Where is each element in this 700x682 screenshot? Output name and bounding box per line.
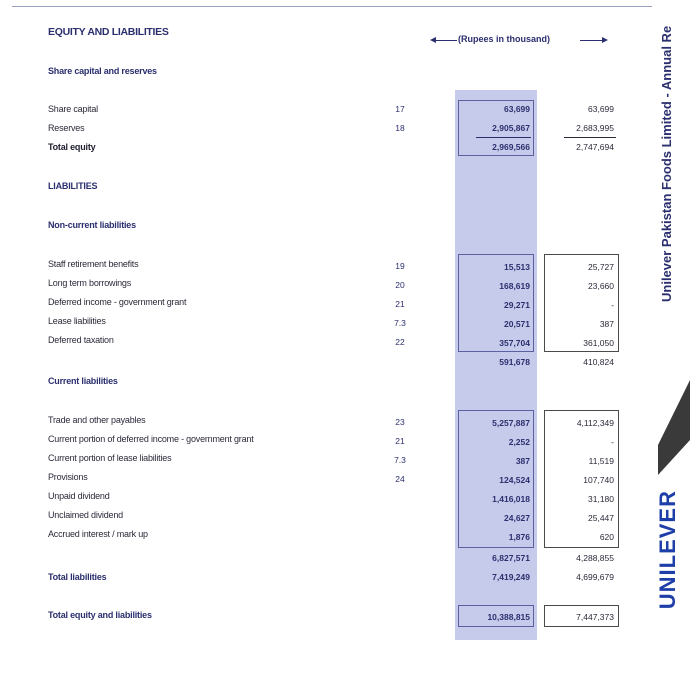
row-label: Trade and other payables: [48, 415, 146, 425]
row-label: Current portion of lease liabilities: [48, 453, 172, 463]
row-value-prior: 11,519: [588, 456, 614, 466]
units-line-left: [435, 40, 457, 41]
row-label: Provisions: [48, 472, 88, 482]
row-note: 7.3: [394, 318, 406, 328]
units-line-right: [580, 40, 602, 41]
row-value-prior: 31,180: [588, 494, 614, 504]
row-value-current: 63,699: [504, 104, 530, 114]
subtotal-rule-prior: [564, 137, 616, 138]
row-label: Current portion of deferred income - government grant: [48, 434, 254, 444]
row-value-current: 5,257,887: [492, 418, 530, 428]
row-note: 17: [395, 104, 405, 114]
row-note: 19: [395, 261, 405, 271]
row-value-current: 124,524: [499, 475, 530, 485]
section-non-current: Non-current liabilities: [48, 220, 136, 230]
row-label: Lease liabilities: [48, 316, 106, 326]
row-value-current: 357,704: [499, 338, 530, 348]
row-note: 21: [395, 299, 405, 309]
row-value-prior: 4,699,679: [576, 572, 614, 582]
row-note: 7.3: [394, 455, 406, 465]
row-note: 21: [395, 436, 405, 446]
subtotal-value-prior: 410,824: [583, 357, 614, 367]
row-value-current: 10,388,815: [487, 612, 530, 622]
row-note: 23: [395, 417, 405, 427]
row-label: Total liabilities: [48, 572, 107, 582]
row-label: Total equity: [48, 142, 96, 152]
section-liabilities: LIABILITIES: [48, 181, 98, 191]
report-title-vertical: Unilever Pakistan Foods Limited - Annual Re: [659, 26, 674, 303]
row-label: Deferred income - government grant: [48, 297, 187, 307]
banner-arrow-shape: [658, 380, 690, 475]
row-value-current: 15,513: [504, 262, 530, 272]
units-indicator: [430, 34, 610, 48]
subtotal-value-current: 591,678: [499, 357, 530, 367]
row-value-current: 168,619: [499, 281, 530, 291]
row-label: Staff retirement benefits: [48, 259, 139, 269]
row-value-prior: 620: [599, 532, 614, 542]
row-value-prior: 4,112,349: [576, 418, 614, 428]
row-value-current: 1,416,018: [492, 494, 530, 504]
row-label: Reserves: [48, 123, 85, 133]
row-value-prior: 2,747,694: [576, 142, 614, 152]
row-note: 24: [395, 474, 405, 484]
row-value-current: 1,876: [508, 532, 530, 542]
row-value-prior: 2,683,995: [576, 123, 614, 133]
units-label: (Rupees in thousand): [458, 34, 550, 44]
top-divider: [12, 6, 652, 7]
unilever-logo: UNILEVER: [655, 490, 680, 610]
row-value-prior: 107,740: [583, 475, 614, 485]
row-value-current: 29,271: [504, 300, 530, 310]
row-note: 22: [395, 337, 405, 347]
row-label: Deferred taxation: [48, 335, 114, 345]
row-value-prior: 7,447,373: [576, 612, 614, 622]
row-value-current: 20,571: [504, 319, 530, 329]
section-current: Current liabilities: [48, 376, 118, 386]
page-title: EQUITY AND LIABILITIES: [48, 26, 169, 38]
row-label: Long term borrowings: [48, 278, 132, 288]
row-value-prior: -: [611, 437, 614, 447]
row-label: Unpaid dividend: [48, 491, 110, 501]
row-note: 18: [395, 123, 405, 133]
row-label: Total equity and liabilities: [48, 610, 152, 620]
row-label: Share capital: [48, 104, 98, 114]
row-value-current: 2,969,566: [492, 142, 530, 152]
row-value-current: 2,252: [508, 437, 530, 447]
row-value-current: 387: [515, 456, 530, 466]
row-value-current: 2,905,867: [492, 123, 530, 133]
row-value-prior: 23,660: [588, 281, 614, 291]
row-value-current: 24,627: [504, 513, 530, 523]
subtotal-value-current: 6,827,571: [492, 553, 530, 563]
subtotal-rule: [476, 137, 531, 138]
row-value-prior: 361,050: [583, 338, 614, 348]
row-value-prior: 387: [599, 319, 614, 329]
arrow-right-icon: [602, 37, 608, 43]
section-share-capital: Share capital and reserves: [48, 66, 157, 76]
row-value-prior: 25,447: [588, 513, 614, 523]
row-note: 20: [395, 280, 405, 290]
row-value-prior: 25,727: [588, 262, 614, 272]
row-value-prior: 63,699: [588, 104, 614, 114]
row-value-prior: -: [611, 300, 614, 310]
row-label: Accrued interest / mark up: [48, 529, 148, 539]
row-value-current: 7,419,249: [492, 572, 530, 582]
subtotal-value-prior: 4,288,855: [576, 553, 614, 563]
row-label: Unclaimed dividend: [48, 510, 123, 520]
